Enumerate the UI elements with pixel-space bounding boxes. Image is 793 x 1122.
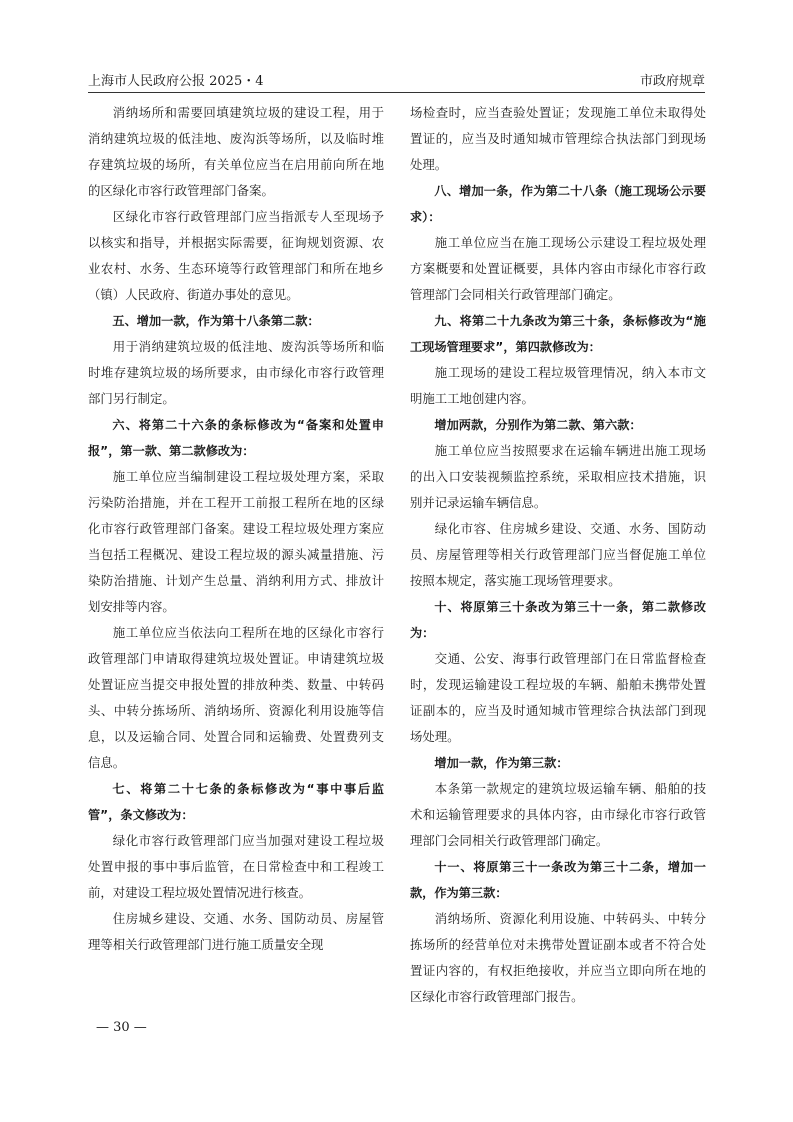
paragraph: 消纳场所、资源化利用设施、中转码头、中转分拣场所的经营单位对未携带处置证副本或者不符合处置证内容的，有权拒绝接收，并应当立即向所在地的区绿化市容行政管理部门报告。 [410,911,706,1004]
article-heading: 八、增加一条，作为第二十八条（施工现场公示要求）： [410,184,706,224]
article-heading: 增加两款，分别作为第二款、第六款： [434,418,642,432]
paragraph: 场检查时，应当查验处置证；发现施工单位未取得处置证的，应当及时通知城市管理综合执法部门到现场处理。 [410,105,706,172]
paragraph: 交通、公安、海事行政管理部门在日常监督检查时，发现运输建设工程垃圾的车辆、船舶未携带处置证副本的，应当及时通知城市管理综合执法部门到现场处理。 [410,651,706,744]
article-heading: 十一、将原第三十一条改为第三十二条，增加一款，作为第三款： [410,860,706,900]
journal-title: 上海市人民政府公报 2025・4 [88,74,264,89]
page-number: — 30 — [96,1020,147,1035]
paragraph: 施工单位应当在施工现场公示建设工程垃圾处理方案概要和处置证概要，具体内容由市绿化市容行政管理部门会同相关行政管理部门确定。 [410,235,706,302]
right-column [410,100,706,1010]
article-heading: 九、将第二十九条改为第三十条，条标修改为“施工现场管理要求”，第四款修改为： [410,314,706,354]
article-heading: 增加一款，作为第三款： [434,756,569,770]
page-header [88,64,705,93]
article-heading: 十、将原第三十条改为第三十一条，第二款修改为： [410,600,706,640]
paragraph: 绿化市容行政管理部门应当加强对建设工程垃圾处置申报的事中事后监管，在日常检查中和工程竣工前，对建设工程垃圾处置情况进行核查。 [88,833,384,900]
paragraph: 施工单位应当依法向工程所在地的区绿化市容行政管理部门申请取得建筑垃圾处置证。申请建筑垃圾处置证应当提交申报处置的排放种类、数量、中转码头、中转分拣场所、消纳场所、资源化利用设施等信息，以及运输合同、处置合同和运输费、处置费列支信息。 [88,625,384,770]
paragraph: 施工现场的建设工程垃圾管理情况，纳入本市文明施工工地创建内容。 [410,365,706,406]
article-heading: 七、将第二十七条的条标修改为“事中事后监管”，条文修改为： [88,782,384,822]
left-column [88,100,384,958]
paragraph: 绿化市容、住房城乡建设、交通、水务、国防动员、房屋管理等相关行政管理部门应当督促施工单位按照本规定，落实施工现场管理要求。 [410,521,706,588]
paragraph: 住房城乡建设、交通、水务、国防动员、房屋管理等相关行政管理部门进行施工质量安全现 [88,911,384,952]
article-heading: 六、将第二十六条的条标修改为“备案和处置申报”，第一款、第二款修改为： [88,418,384,458]
paragraph: 用于消纳建筑垃圾的低洼地、废沟浜等场所和临时堆存建筑垃圾的场所要求，由市绿化市容行政管理部门另行制定。 [88,339,384,406]
paragraph: 施工单位应当按照要求在运输车辆进出施工现场的出入口安装视频监控系统，采取相应技术措施，识别并记录运输车辆信息。 [410,443,706,510]
paragraph: 施工单位应当编制建设工程垃圾处理方案，采取污染防治措施，并在工程开工前报工程所在地的区绿化市容行政管理部门备案。建设工程垃圾处理方案应当包括工程概况、建设工程垃圾的源头减量措施、污染防治措施、计划产生总量、消纳利用方式、排放计划安排等内容。 [88,469,384,614]
article-heading: 五、增加一款，作为第十八条第二款： [112,314,320,328]
paragraph: 消纳场所和需要回填建筑垃圾的建设工程，用于消纳建筑垃圾的低洼地、废沟浜等场所，以及临时堆存建筑垃圾的场所，有关单位应当在启用前向所在地的区绿化市容行政管理部门备案。 [88,105,384,198]
paragraph: 区绿化市容行政管理部门应当指派专人至现场予以核实和指导，并根据实际需要，征询规划资源、农业农村、水务、生态环境等行政管理部门和所在地乡（镇）人民政府、街道办事处的意见。 [88,209,384,302]
section-title: 市政府规章 [639,74,705,89]
paragraph: 本条第一款规定的建筑垃圾运输车辆、船舶的技术和运输管理要求的具体内容，由市绿化市容行政管理部门会同相关行政管理部门确定。 [410,781,706,848]
